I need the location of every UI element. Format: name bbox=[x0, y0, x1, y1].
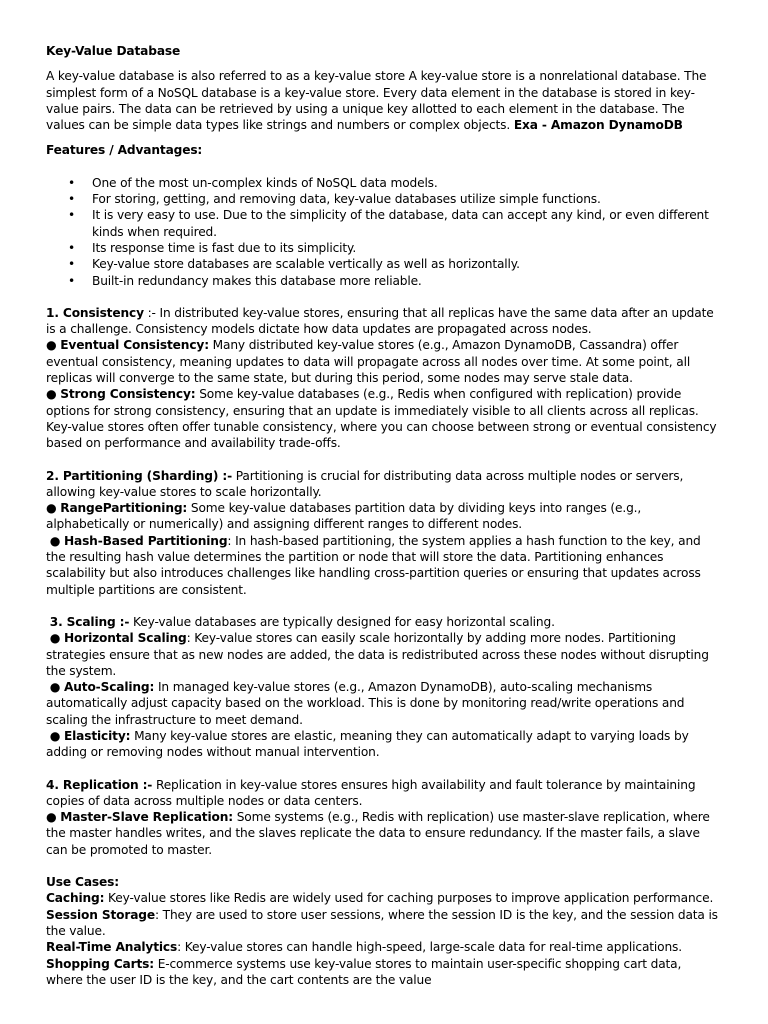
bullet-glyph: ● bbox=[49, 728, 61, 743]
intro-paragraph: A key-value database is also referred to as a key-value store A key-value store is a nonrelational database. The simplest form of a NoSQL database is a key-value store. Every data element in the database is stored in key-value pairs. The data can be retrieved by using a unique key allotted to each element in the database. The values can be simple data types like strings and numbers or complex objects. Exa - Amazon DynamoDB bbox=[46, 69, 707, 133]
partitioning-section: 2. Partitioning (Sharding) :- Partitioning is crucial for distributing data across multiple nodes or servers, allowing key-value stores to scale horizontally. bbox=[46, 468, 684, 499]
horizontal-scaling: ● Horizontal Scaling: Key-value stores can easily scale horizontally by adding more nodes. Partitioning strategies ensure that as new nodes are added, the data is redistributed across these nodes without disrupting the system. bbox=[46, 631, 709, 678]
range-partitioning: ● RangePartitioning: Some key-value databases partition data by dividing keys into ranges (e.g., alphabetically or numerically) and assigning different ranges to different nodes. bbox=[46, 501, 642, 532]
elasticity: ● Elasticity: Many key-value stores are elastic, meaning they can automatically adapt to varying loads by adding or removing nodes without manual intervention. bbox=[46, 728, 689, 760]
use-case-shopping-carts: Shopping Carts: E-commerce systems use key-value stores to maintain user-specific shopping cart data, where the user ID is the key, and the cart contents are the value bbox=[46, 956, 682, 987]
list-item: • It is very easy to use. Due to the simplicity of the database, data can accept any kind, or even different kinds when required. bbox=[46, 207, 718, 240]
hash-partitioning: ● Hash-Based Partitioning: In hash-based partitioning, the system applies a hash function to the key, and the resulting hash value determines the partition or node that will store the data. Partitioning enhances scalability but also introduces challenges like handling cross-partition queries or ensuring that updates across multiple partitions are consistent. bbox=[46, 533, 701, 597]
list-item: • For storing, getting, and removing data, key-value databases utilize simple functions. bbox=[46, 191, 718, 207]
replication-section: 4. Replication :- Replication in key-value stores ensures high availability and fault tolerance by maintaining copies of data across multiple nodes or data centers. bbox=[46, 777, 696, 808]
scaling-section: 3. Scaling :- Key-value databases are typically designed for easy horizontal scaling. bbox=[49, 614, 555, 629]
bullet-glyph: ● bbox=[46, 338, 57, 353]
doc-title: Key-Value Database bbox=[46, 44, 181, 58]
list-item: • Its response time is fast due to its simplicity. bbox=[46, 240, 718, 256]
use-case-realtime-analytics: Real-Time Analytics: Key-value stores can handle high-speed, large-scale data for real-time applications. bbox=[46, 940, 682, 955]
features-heading: Features / Advantages: bbox=[46, 143, 203, 158]
intro-example: Exa - Amazon DynamoDB bbox=[513, 118, 683, 133]
bullet-glyph: ● bbox=[49, 533, 61, 548]
use-cases-heading: Use Cases: bbox=[46, 875, 119, 890]
consistency-section: 1. Consistency :- In distributed key-value stores, ensuring that all replicas have the same data after an update is a challenge. Consistency models dictate how data updates are propagated across nodes. bbox=[46, 305, 714, 337]
list-item: • One of the most un-complex kinds of NoSQL data models. bbox=[46, 175, 718, 191]
bullet-glyph: ● bbox=[49, 631, 61, 646]
list-item: • Key-value store databases are scalable vertically as well as horizontally. bbox=[46, 256, 718, 272]
master-slave-replication: ● Master-Slave Replication: Some systems (e.g., Redis with replication) use master-slave replication, where the master handles writes, and the slaves replicate the data to ensure redundancy. If the master fails, a slave can be promoted to master. bbox=[46, 810, 710, 857]
features-list bbox=[46, 175, 718, 289]
use-case-session-storage: Session Storage: They are used to store user sessions, where the session ID is the key, and the session data is the value. bbox=[46, 907, 718, 938]
use-case-caching: Caching: Key-value stores like Redis are widely used for caching purposes to improve application performance. bbox=[46, 891, 714, 906]
eventual-consistency: ● Eventual Consistency: Many distributed key-value stores (e.g., Amazon DynamoDB, Cassandra) offer eventual consistency, meaning updates to data will propagate across all nodes over time. At some point, all replicas will converge to the same state, but during this period, some nodes may serve stale data. bbox=[46, 338, 691, 386]
list-item: • Built-in redundancy makes this database more reliable. bbox=[46, 273, 718, 289]
bullet-glyph: ● bbox=[46, 501, 57, 516]
bullet-glyph: ● bbox=[46, 810, 57, 825]
strong-consistency: ● Strong Consistency: Some key-value databases (e.g., Redis when configured with replication) provide options for strong consistency, ensuring that an update is immediately visible to all clients across all replicas. Key-value stores often offer tunable consistency, where you can choose between strong or eventual consistency based on performance and availability trade-offs. bbox=[46, 387, 717, 451]
auto-scaling: ● Auto-Scaling: In managed key-value stores (e.g., Amazon DynamoDB), auto-scaling mechanisms automatically adjust capacity based on the workload. This is done by monitoring read/write operations and scaling the infrastructure to meet demand. bbox=[46, 680, 685, 727]
bullet-glyph: ● bbox=[49, 680, 61, 695]
bullet-glyph: ● bbox=[46, 387, 57, 402]
